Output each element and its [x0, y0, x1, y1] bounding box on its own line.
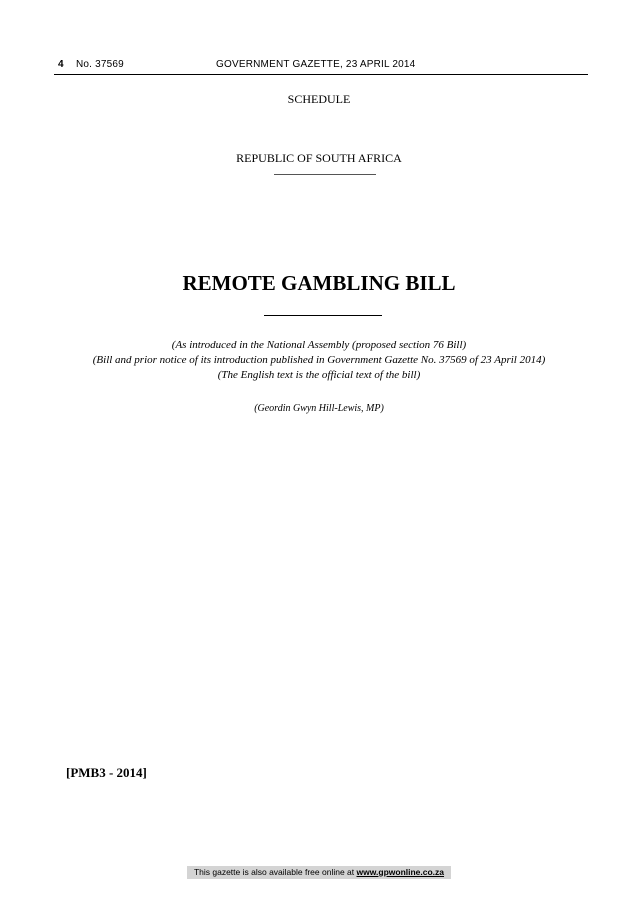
footer-notice	[187, 866, 451, 879]
footer-text: This gazette is also available free online at	[193, 867, 357, 877]
bill-sponsor: (Geordin Gwyn Hill-Lewis, MP)	[254, 403, 384, 414]
schedule-heading: SCHEDULE	[287, 92, 351, 106]
intro-line-3: (The English text is the official text of the bill)	[217, 369, 421, 381]
country-heading: REPUBLIC OF SOUTH AFRICA	[236, 151, 402, 165]
bill-title: REMOTE GAMBLING BILL	[182, 271, 456, 295]
gazette-title: GOVERNMENT GAZETTE, 23 APRIL 2014	[216, 59, 416, 70]
header-divider	[54, 74, 588, 75]
issue-number: No. 37569	[76, 59, 124, 70]
bill-code: [PMB3 - 2014]	[66, 765, 147, 780]
bill-title-underline	[264, 315, 382, 316]
gpwonline-link[interactable]: www.gpwonline.co.za	[356, 867, 445, 877]
country-underline	[274, 174, 376, 175]
intro-line-2: (Bill and prior notice of its introduction published in Government Gazette No. 37569 of 23 April 2014)	[92, 354, 546, 366]
gazette-header	[58, 59, 588, 73]
intro-line-1: (As introduced in the National Assembly (proposed section 76 Bill)	[171, 339, 467, 351]
page-number: 4	[58, 59, 64, 70]
